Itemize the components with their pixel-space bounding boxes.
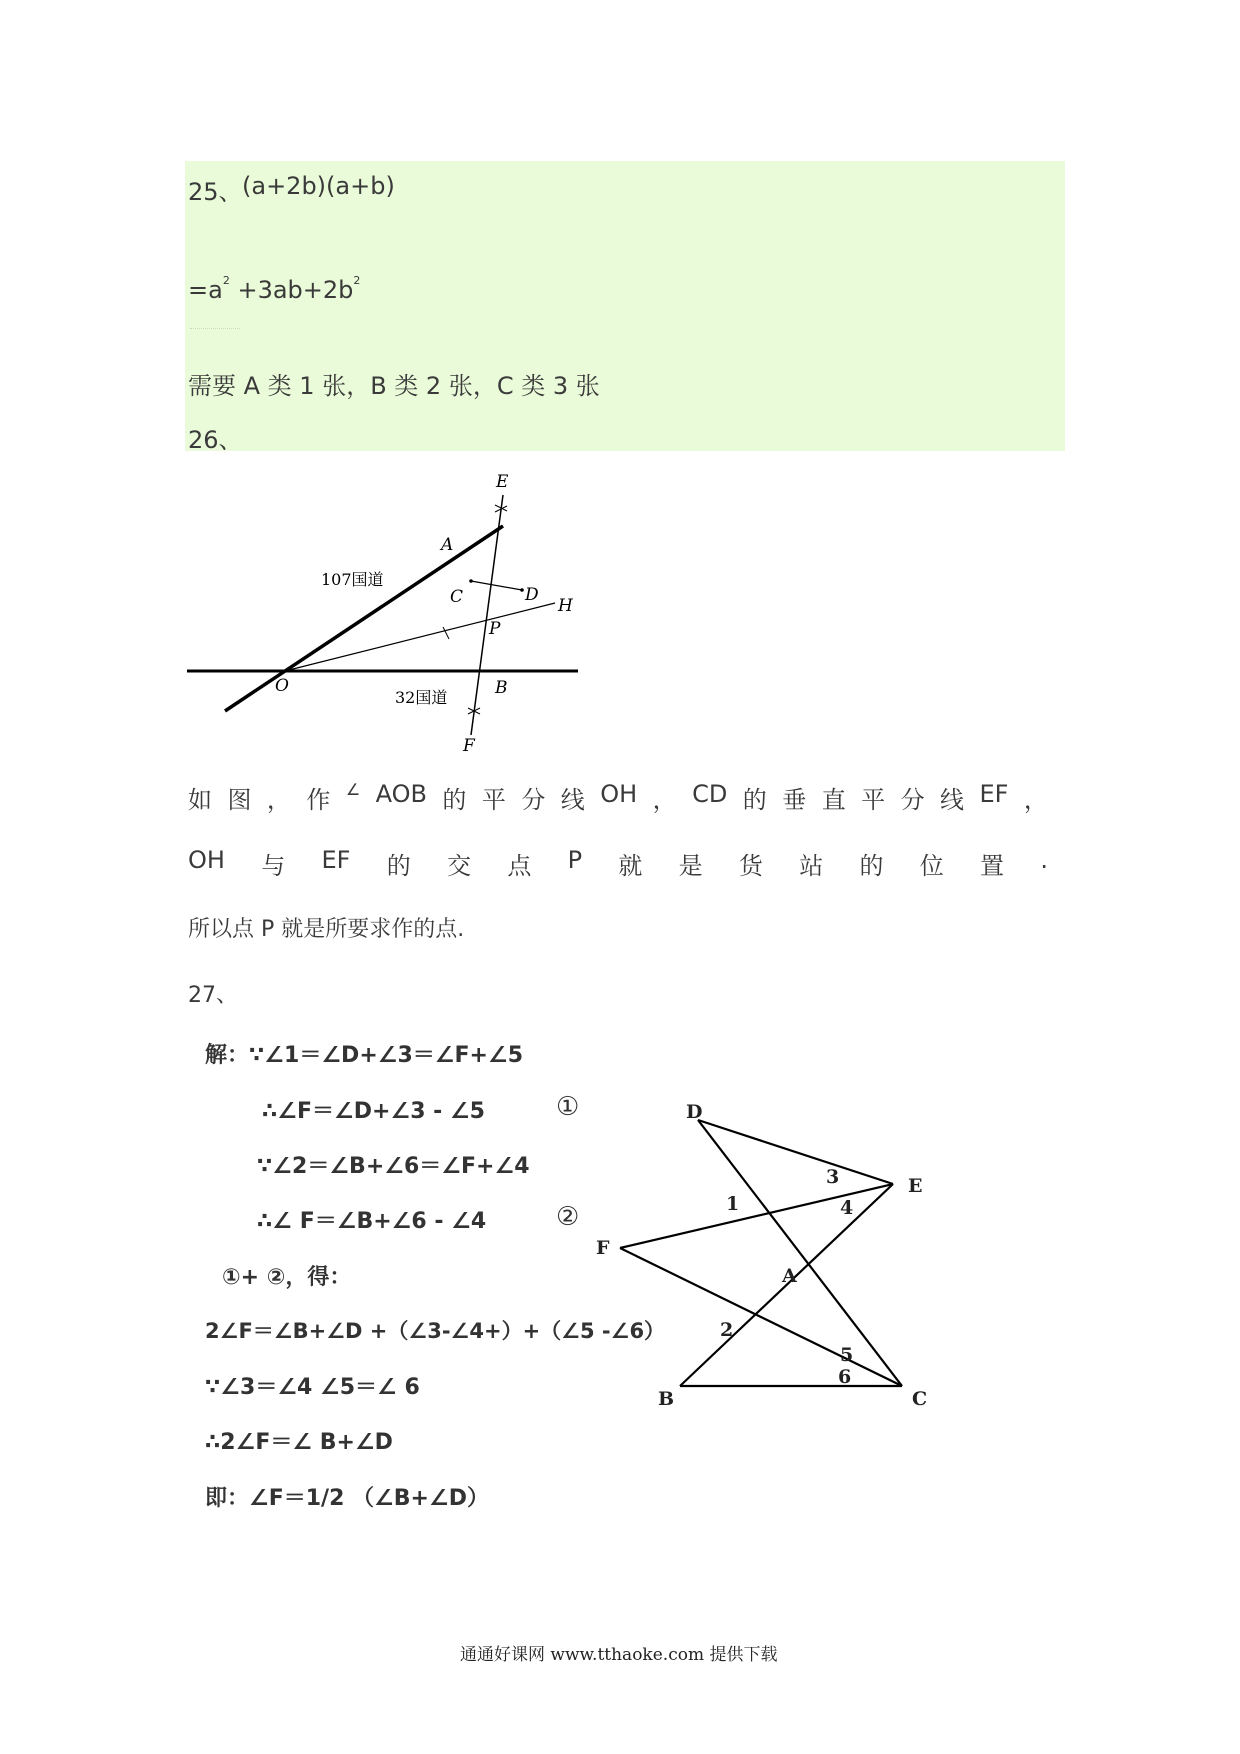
perpendicular-ef-line [471,495,503,735]
q25-result-mid: +3ab+2b [237,276,354,304]
q26-l1-w11: ， [652,786,677,814]
q25-divider [190,328,240,329]
q26-l1-w0: 如 [188,786,212,814]
label-a: A [782,1265,797,1287]
q26-l2-w5: 点 [507,852,532,880]
q26-l2-w4: 交 [447,852,472,880]
q26-l1-w18: 线 [940,786,965,814]
label-angle-3: 3 [826,1166,840,1188]
label-b: B [495,678,508,698]
q27-mark-1: ① [556,1092,580,1122]
q26-l1-w19: EF [979,780,1009,808]
q26-geometry-figure [185,465,605,755]
road-107-line [225,526,503,711]
q26-l1-w2: ， [266,786,291,814]
label-f: F [596,1237,610,1259]
q26-l1-w6: 的 [442,786,467,814]
q26-l2-w7: 就 [618,852,643,880]
q26-l1-w16: 平 [861,786,886,814]
q27-mark-2: ② [556,1202,580,1232]
q26-l2-w13: 置 [980,852,1005,880]
label-c: C [450,587,464,607]
label-c: C [912,1388,928,1410]
q27-sol-line4: ∴∠ F＝∠B+∠6 - ∠4 [257,1209,487,1234]
q26-l2-w10: 站 [799,852,824,880]
q27-sol-line7: ∵∠3＝∠4 ∠5＝∠ 6 [205,1375,420,1400]
bisector-oh-line [285,603,555,671]
label-a: A [441,535,454,555]
label-h: H [558,596,573,616]
label-o: O [275,676,289,696]
q26-l1-w17: 分 [900,786,925,814]
q27-sol-line6: 2∠F＝∠B+∠D +（∠3-∠4+）+（∠5 -∠6） [205,1319,666,1343]
q26-l2-w14: . [1040,846,1048,874]
q26-l2-w8: 是 [678,852,703,880]
q26-l1-w7: 平 [481,786,506,814]
q26-text-line3: 所以点 P 就是所要求作的点. [188,917,465,942]
segment-de [698,1120,893,1184]
q26-l2-w6: P [567,846,583,874]
q26-l1-w14: 垂 [782,786,807,814]
q26-text-line2 [188,846,1048,881]
q25-highlight-panel [185,161,1065,451]
q25-result-prefix: =a [188,276,223,304]
label-b: B [658,1388,675,1410]
point-c-dot [469,579,473,583]
q27-sol-line5: ①+ ②，得： [222,1265,352,1290]
q26-l2-w1: 与 [261,852,286,880]
q26-l1-w3: 作 [306,786,331,814]
q25-answer: 需要 A 类 1 张，B 类 2 张，C 类 3 张 [188,372,600,400]
q26-l2-w9: 货 [738,852,763,880]
q26-l1-w8: 分 [521,786,546,814]
q26-l1-w20: ， [1023,786,1048,814]
q26-l1-w15: 直 [821,786,846,814]
q27-sol-line1: 解：∵∠1＝∠D+∠3＝∠F+∠5 [205,1043,524,1068]
q26-l2-w0: OH [188,846,225,874]
label-angle-4: 4 [840,1197,854,1219]
q25-number: 25、 [188,178,243,206]
q26-l1-w13: 的 [742,786,767,814]
label-angle-1: 1 [726,1193,740,1215]
q26-l1-w10: OH [600,780,638,808]
label-angle-6: 6 [838,1366,852,1388]
q25-result [188,276,360,304]
segment-fc [620,1248,902,1386]
segment-cd-line [471,581,522,590]
arc-mark-h [443,627,449,639]
label-angle-2: 2 [720,1319,734,1341]
label-e: E [908,1175,923,1197]
label-d: D [686,1101,703,1123]
q25-result-exp1: 2 [222,274,230,287]
q26-l1-w1: 图 [227,786,252,814]
label-road-107: 107国道 [321,570,384,589]
label-road-32: 32国道 [395,688,448,707]
q26-l1-w9: 线 [560,786,585,814]
q27-sol-line3: ∵∠2＝∠B+∠6＝∠F+∠4 [257,1154,530,1179]
q25-expression: (a+2b)(a+b) [242,172,395,200]
label-p: P [489,619,501,639]
label-angle-5: 5 [840,1344,854,1366]
q27-geometry-figure [590,1100,950,1430]
label-d: D [525,585,539,605]
q26-number: 26、 [188,426,243,454]
q26-l1-w12: CD [692,780,728,808]
q26-text-line1 [188,780,1048,815]
q25-result-exp2: 2 [353,274,361,287]
label-f: F [463,736,475,755]
q26-l2-w3: 的 [386,852,411,880]
q27-sol-line2: ∴∠F＝∠D+∠3 - ∠5 [262,1099,485,1124]
q26-l1-w4: ∠ [345,780,361,799]
q26-l2-w11: 的 [859,852,884,880]
q27-sol-line8: ∴2∠F＝∠ B+∠D [205,1430,393,1455]
label-e: E [496,472,509,492]
page-footer: 通通好课网 www.tthaoke.com 提供下载 [460,1645,778,1665]
q27-sol-line9: 即：∠F＝1/2 （∠B+∠D） [205,1486,489,1511]
segment-dc [698,1120,902,1386]
q27-number: 27、 [188,983,238,1008]
q26-l2-w12: 位 [919,852,944,880]
q26-l2-w2: EF [321,846,351,874]
point-d-dot [520,588,524,592]
q26-l1-w5: AOB [375,780,427,808]
